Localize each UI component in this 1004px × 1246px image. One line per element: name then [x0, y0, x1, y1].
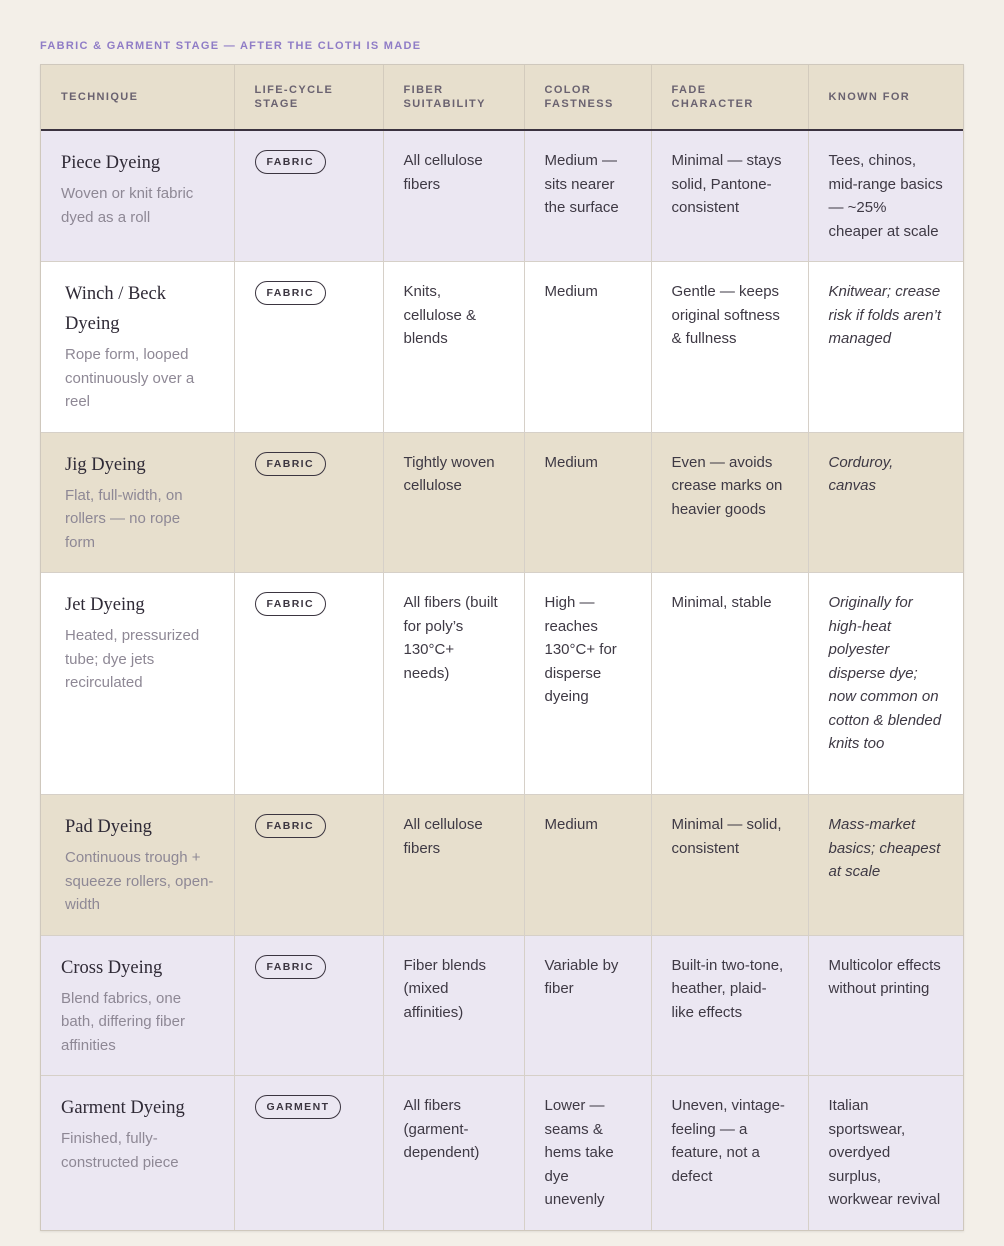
technique-name: Jet Dyeing — [65, 595, 145, 615]
stage-cell — [234, 573, 383, 795]
fade-cell: Minimal — solid, consistent — [651, 795, 808, 936]
stage-cell — [234, 432, 383, 573]
known-for-cell: Corduroy, canvas — [808, 432, 963, 573]
known-for-cell: Multicolor effects without printing — [808, 935, 963, 1076]
section-kicker: FABRIC & GARMENT STAGE — AFTER THE CLOTH IS MADE — [40, 40, 422, 52]
stage-cell — [234, 262, 383, 433]
col-header-known: KNOWN FOR — [808, 65, 963, 130]
fiber-cell: Fiber blends (mixed affinities) — [383, 935, 524, 1076]
technique-cell — [41, 432, 234, 573]
technique-name: Piece Dyeing — [61, 153, 161, 173]
technique-desc: Blend fabrics, one bath, differing fiber affinities — [61, 989, 185, 1054]
fastness-cell: Lower — seams & hems take dye unevenly — [524, 1076, 651, 1230]
table-row — [41, 432, 963, 573]
col-header-fiber: FIBER SUITABILITY — [383, 65, 524, 130]
technique-cell — [41, 573, 234, 795]
technique-name: Jig Dyeing — [65, 454, 146, 475]
fade-cell: Built-in two-tone, heather, plaid-like effects — [651, 935, 808, 1076]
stage-cell — [234, 130, 383, 262]
known-for-cell: Knitwear; crease risk if folds aren’t managed — [808, 262, 963, 433]
technique-desc: Heated, pressurized tube; dye jets recirculated — [65, 627, 200, 691]
table-header-row — [41, 65, 963, 130]
fiber-cell: Knits, cellulose & blends — [383, 262, 524, 433]
technique-cell — [41, 935, 234, 1076]
stage-cell — [234, 1076, 383, 1230]
technique-desc: Flat, full-width, on rollers — no rope form — [65, 486, 183, 551]
technique-name: Garment Dyeing — [61, 1098, 185, 1118]
table-row — [41, 573, 963, 795]
fiber-cell: All cellulose fibers — [383, 795, 524, 936]
stage-badge: FABRIC — [255, 281, 326, 305]
fiber-cell: Tightly woven cellulose — [383, 432, 524, 573]
known-for-cell: Mass-market basics; cheapest at scale — [808, 795, 963, 936]
fastness-cell: Medium — [524, 432, 651, 573]
technique-cell — [41, 1076, 234, 1230]
stage-badge: FABRIC — [255, 150, 326, 174]
fastness-cell: Medium — [524, 795, 651, 936]
fade-cell: Even — avoids crease marks on heavier goods — [651, 432, 808, 573]
dyeing-techniques-table — [40, 64, 964, 1231]
table-row — [41, 1076, 963, 1230]
known-for-cell: Italian sportswear, overdyed surplus, workwear revival — [808, 1076, 963, 1230]
fastness-cell: Variable by fiber — [524, 935, 651, 1076]
stage-badge: FABRIC — [255, 452, 326, 476]
fade-cell: Minimal, stable — [651, 573, 808, 795]
technique-cell — [41, 795, 234, 936]
table-row — [41, 130, 963, 262]
stage-badge: FABRIC — [255, 814, 326, 838]
stage-cell — [234, 795, 383, 936]
technique-cell — [41, 130, 234, 262]
fastness-cell: Medium — sits nearer the surface — [524, 130, 651, 262]
col-header-fastness: COLOR FASTNESS — [524, 65, 651, 130]
fiber-cell: All cellulose fibers — [383, 130, 524, 262]
stage-badge: GARMENT — [255, 1095, 342, 1119]
technique-name: Winch / Beck Dyeing — [65, 284, 166, 334]
col-header-fade: FADE CHARACTER — [651, 65, 808, 130]
fade-cell: Uneven, vintage-feeling — a feature, not a defect — [651, 1076, 808, 1230]
col-header-stage: LIFE-CYCLE STAGE — [234, 65, 383, 130]
fade-cell: Gentle — keeps original softness & fullness — [651, 262, 808, 433]
fiber-cell: All fibers (garment-dependent) — [383, 1076, 524, 1230]
stage-badge: FABRIC — [255, 592, 326, 616]
known-for-cell: Tees, chinos, mid-range basics — ~25% cheaper at scale — [808, 130, 963, 262]
fiber-cell: All fibers (built for poly’s 130°C+ needs) — [383, 573, 524, 795]
table-row — [41, 795, 963, 936]
fastness-cell: Medium — [524, 262, 651, 433]
table-row — [41, 262, 963, 433]
known-for-cell: Originally for high-heat polyester disperse dye; now common on cotton & blended knits too — [808, 573, 963, 795]
technique-desc: Finished, fully-constructed piece — [61, 1130, 179, 1171]
stage-cell — [234, 935, 383, 1076]
col-header-technique: TECHNIQUE — [41, 65, 234, 130]
stage-badge: FABRIC — [255, 955, 326, 979]
technique-name: Pad Dyeing — [65, 817, 152, 837]
fade-cell: Minimal — stays solid, Pantone-consistent — [651, 130, 808, 262]
technique-desc: Continuous trough + squeeze rollers, open-width — [65, 849, 214, 913]
technique-name: Cross Dyeing — [61, 957, 163, 978]
fastness-cell: High — reaches 130°C+ for disperse dyeing — [524, 573, 651, 795]
technique-desc: Woven or knit fabric dyed as a roll — [61, 185, 194, 226]
table-row — [41, 935, 963, 1076]
technique-cell — [41, 262, 234, 433]
technique-desc: Rope form, looped continuously over a reel — [65, 346, 195, 410]
